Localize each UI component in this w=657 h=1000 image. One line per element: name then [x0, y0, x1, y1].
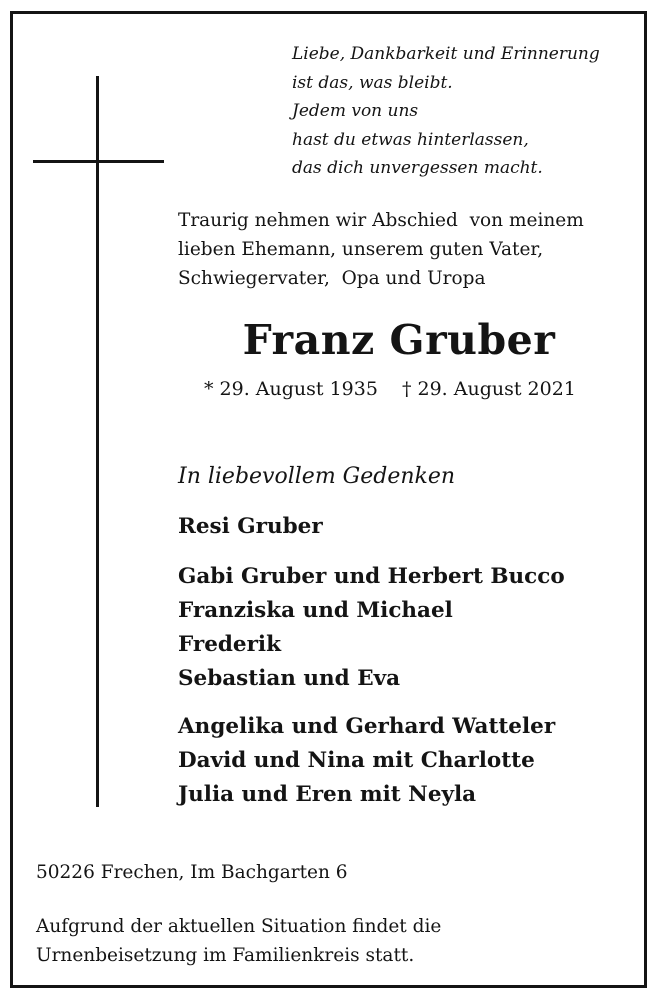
note-line: Urnenbeisetzung im Familienkreis statt. — [36, 945, 415, 966]
poem-line: Jedem von uns — [292, 101, 419, 121]
birth-date: * 29. August 1935 — [204, 378, 378, 400]
deceased-name: Franz Gruber — [242, 316, 556, 364]
poem — [292, 40, 600, 183]
funeral-note — [36, 912, 441, 970]
family-group-gabi — [178, 560, 565, 696]
family-group-angelika — [178, 710, 555, 812]
family-group-spouse — [178, 510, 323, 544]
poem-line: das dich unvergessen macht. — [292, 158, 543, 178]
address: 50226 Frechen, Im Bachgarten 6 — [36, 862, 348, 883]
life-dates — [204, 374, 576, 404]
intro-line: Traurig nehmen wir Abschied von meinem — [178, 210, 584, 231]
gedenken-heading: In liebevollem Gedenken — [178, 464, 456, 489]
note-line: Aufgrund der aktuellen Situation findet die — [36, 916, 442, 937]
mourner-name: Gabi Gruber und Herbert Bucco — [178, 564, 565, 589]
poem-line: Liebe, Dankbarkeit und Erinnerung — [292, 44, 600, 64]
mourner-name: Angelika und Gerhard Watteler — [178, 714, 556, 739]
mourner-name: Frederik — [178, 632, 281, 657]
death-date: † 29. August 2021 — [401, 378, 576, 400]
mourner-name: Franziska und Michael — [178, 598, 453, 623]
poem-line: hast du etwas hinterlassen, — [292, 129, 529, 150]
mourner-name: Julia und Eren mit Neyla — [178, 782, 477, 807]
mourner-name: Resi Gruber — [178, 514, 323, 539]
poem-line: ist das, was bleibt. — [292, 72, 453, 93]
intro-line: Schwiegervater, Opa und Uropa — [178, 268, 486, 289]
cross-vertical-bar — [96, 76, 99, 807]
intro-line: lieben Ehemann, unserem guten Vater, — [178, 239, 544, 260]
mourner-name: David und Nina mit Charlotte — [178, 748, 535, 773]
cross-horizontal-bar — [33, 160, 164, 163]
intro-text — [178, 206, 620, 293]
mourner-name: Sebastian und Eva — [178, 666, 401, 691]
